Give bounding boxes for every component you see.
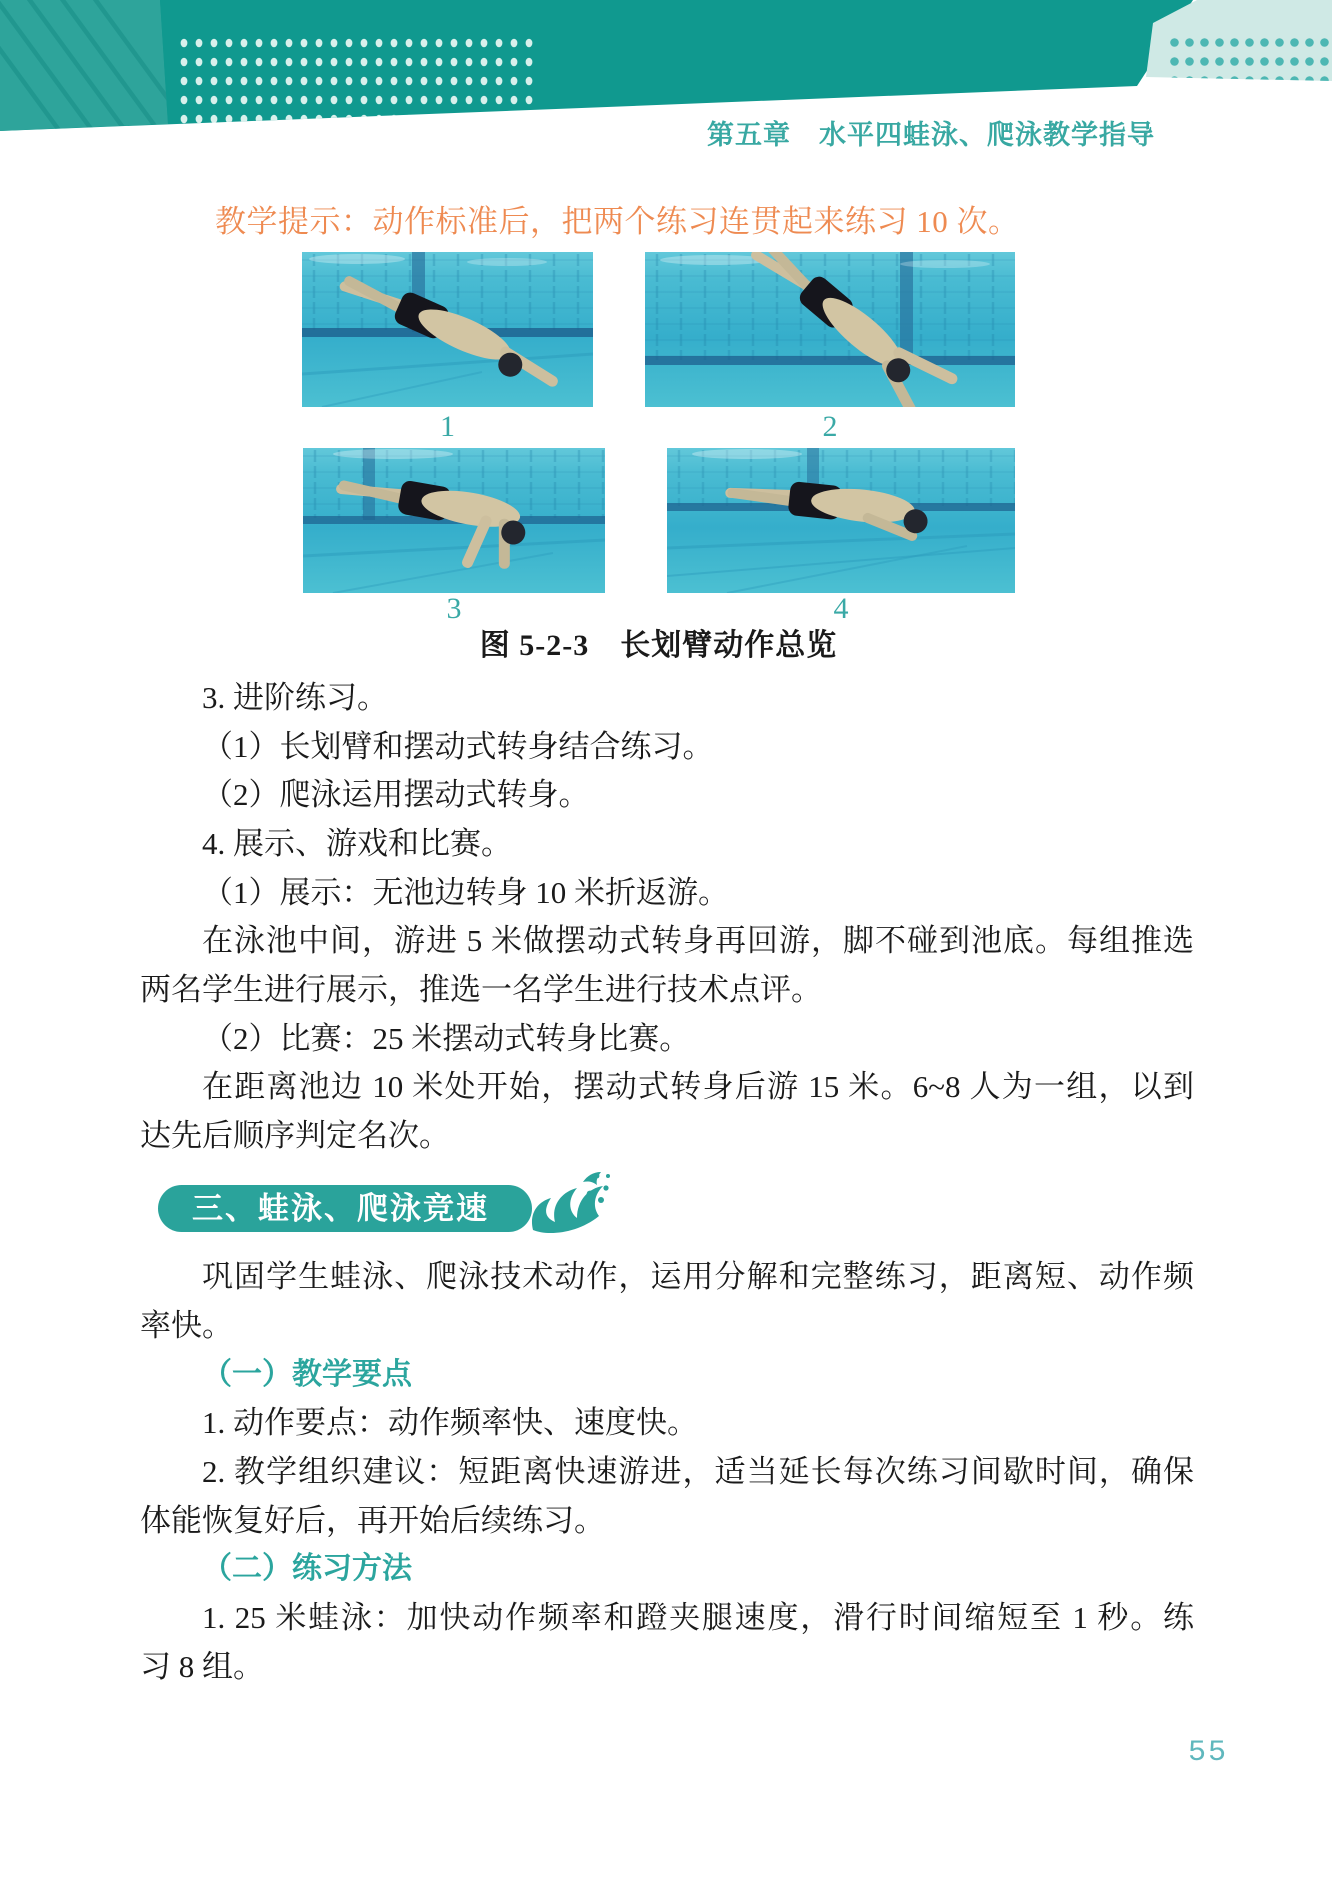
- section-banner: [158, 1185, 532, 1232]
- figure-label-1: 1: [440, 410, 455, 443]
- section-title: 三、蛙泳、爬泳竞速: [192, 1191, 489, 1226]
- body-line: 达先后顺序判定名次。: [140, 1118, 450, 1153]
- body-line: （1）展示：无池边转身 10 米折返游。: [202, 875, 729, 910]
- body-line: 1. 25 米蛙泳：加快动作频率和蹬夹腿速度，滑行时间缩短至 1 秒。练: [202, 1600, 1194, 1635]
- body-line: 率快。: [140, 1308, 233, 1343]
- figure-label-2: 2: [822, 410, 838, 443]
- body-line: 巩固学生蛙泳、爬泳技术动作，运用分解和完整练习，距离短、动作频: [202, 1259, 1194, 1294]
- figure-caption: 图 5-2-3 长划臂动作总览: [479, 629, 838, 662]
- body-line: 1. 动作要点：动作频率快、速度快。: [202, 1405, 698, 1440]
- body-line: 4. 展示、游戏和比赛。: [202, 826, 512, 861]
- body-line: 在泳池中间，游进 5 米做摆动式转身再回游，脚不碰到池底。每组推选: [202, 923, 1194, 958]
- banner-dot-grid-mint: [177, 31, 539, 126]
- body-line: （1）长划臂和摆动式转身结合练习。: [202, 729, 714, 764]
- subheading-practice-methods: （二）练习方法: [202, 1552, 412, 1585]
- body-line: 体能恢复好后，再开始后续练习。: [140, 1503, 605, 1538]
- body-line: 两名学生进行展示，推选一名学生进行技术点评。: [140, 972, 822, 1007]
- figure-photo-2: [645, 252, 1015, 407]
- body-line: 在距离池边 10 米处开始，摆动式转身后游 15 米。6~8 人为一组，以到: [202, 1069, 1194, 1104]
- figure-label-4: 4: [833, 592, 849, 625]
- body-line: 习 8 组。: [140, 1649, 264, 1684]
- subheading-teaching-points: （一）教学要点: [202, 1358, 412, 1391]
- banner-dot-grid-teal: [1164, 33, 1332, 90]
- body-line: 2. 教学组织建议：短距离快速游进，适当延长每次练习间歇时间，确保: [202, 1454, 1194, 1489]
- body-line: （2）爬泳运用摆动式转身。: [202, 777, 590, 812]
- chapter-title: 第五章 水平四蛙泳、爬泳教学指导: [707, 120, 1155, 150]
- figure-photo-3: [303, 448, 605, 593]
- body-line: 3. 进阶练习。: [202, 680, 388, 715]
- body-line: （2）比赛：25 米摆动式转身比赛。: [202, 1021, 691, 1056]
- figure-photo-4: [667, 448, 1015, 593]
- page-number: 55: [1188, 1736, 1229, 1770]
- figure-photo-1: [302, 252, 593, 407]
- water-splash-icon: [527, 1168, 611, 1234]
- figure-label-3: 3: [446, 592, 462, 625]
- teaching-tip: 教学提示：动作标准后，把两个练习连贯起来练习 10 次。: [215, 204, 1020, 239]
